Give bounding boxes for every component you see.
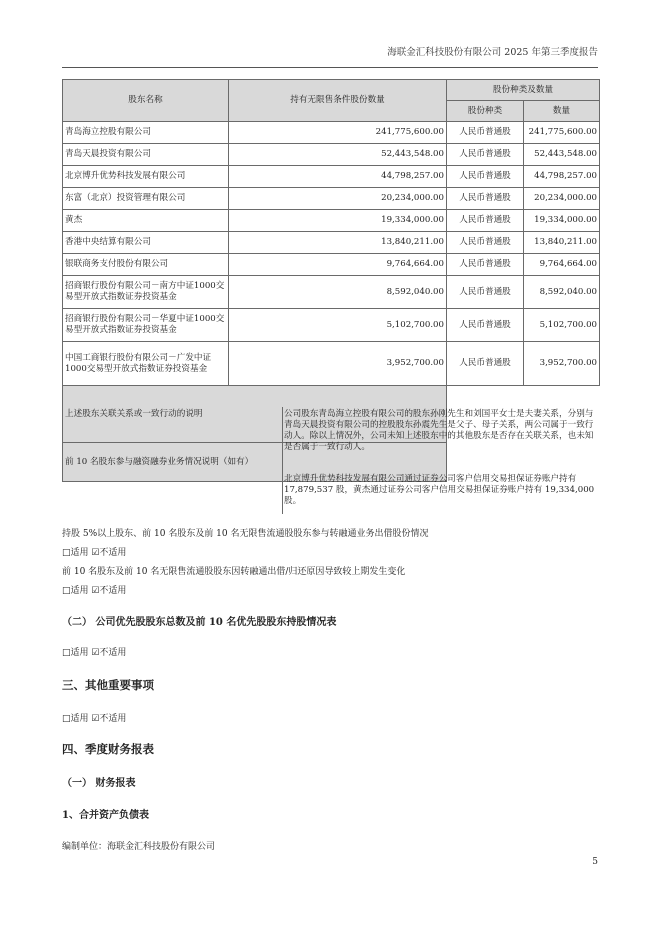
row-qty: 9,764,664.00 bbox=[229, 254, 447, 276]
row-type: 人民币普通股 bbox=[447, 166, 524, 188]
row-qty: 8,592,040.00 bbox=[229, 276, 447, 309]
relation-text-box: 公司股东青岛海立控股有限公司的股东孙刚先生和刘国平女士是夫妻关系，分别与青岛天晨投资有限公司的控股股东孙震先生是父子、母子关系，两公司属于一致行动人。除以上情况外，公司未知上述股东中的其他股东是否存在关联关系，也未知是否属于一致行动人。 bbox=[284, 409, 594, 452]
row-name: 香港中央结算有限公司 bbox=[63, 232, 229, 254]
row-qty: 20,234,000.00 bbox=[229, 188, 447, 210]
row-name: 银联商务支付股份有限公司 bbox=[63, 254, 229, 276]
row-qty: 52,443,548.00 bbox=[229, 144, 447, 166]
col-header-amount: 数量 bbox=[524, 101, 600, 122]
page-header: 海联金汇科技股份有限公司 2025 年第三季度报告 bbox=[62, 44, 598, 68]
row-amount: 9,764,664.00 bbox=[524, 254, 600, 276]
table-row bbox=[63, 309, 600, 342]
section-financial-reports: （一） 财务报表 bbox=[62, 778, 136, 789]
section-financial-statements: 四、季度财务报表 bbox=[62, 742, 154, 756]
row-amount: 44,798,257.00 bbox=[524, 166, 600, 188]
row-type: 人民币普通股 bbox=[447, 342, 524, 386]
row-amount: 19,334,000.00 bbox=[524, 210, 600, 232]
section-other-matters: 三、其他重要事项 bbox=[62, 678, 154, 692]
row-name: 北京博升优势科技发展有限公司 bbox=[63, 166, 229, 188]
applicability-checkbox: □适用 ☑不适用 bbox=[62, 548, 127, 558]
row-name: 招商银行股份有限公司－南方中证1000交易型开放式指数证券投资基金 bbox=[63, 276, 229, 309]
row-type: 人民币普通股 bbox=[447, 188, 524, 210]
row-qty: 3,952,700.00 bbox=[229, 342, 447, 386]
table-row bbox=[63, 254, 600, 276]
row-type: 人民币普通股 bbox=[447, 144, 524, 166]
row-amount: 241,775,600.00 bbox=[524, 122, 600, 144]
paragraph-change: 前 10 名股东及前 10 名无限售流通股股东因转融通出借/归还原因导致较上期发生变化 bbox=[62, 567, 406, 577]
table-row bbox=[63, 342, 600, 386]
compiler-unit: 编制单位：海联金汇科技股份有限公司 bbox=[62, 842, 216, 852]
row-name: 东富（北京）投资管理有限公司 bbox=[63, 188, 229, 210]
applicability-checkbox: □适用 ☑不适用 bbox=[62, 648, 127, 658]
paragraph-lending: 持股 5%以上股东、前 10 名股东及前 10 名无限售流通股股东参与转融通业务出借股份情况 bbox=[62, 529, 429, 539]
row-amount: 5,102,700.00 bbox=[524, 309, 600, 342]
col-header-qty: 持有无限售条件股份数量 bbox=[229, 80, 447, 122]
relation-divider bbox=[282, 407, 283, 514]
row-name: 招商银行股份有限公司－华夏中证1000交易型开放式指数证券投资基金 bbox=[63, 309, 229, 342]
margin-label: 前 10 名股东参与融资融券业务情况说明（如有） bbox=[63, 443, 447, 482]
table-row bbox=[63, 232, 600, 254]
table-row bbox=[63, 144, 600, 166]
col-header-name: 股东名称 bbox=[63, 80, 229, 122]
row-qty: 13,840,211.00 bbox=[229, 232, 447, 254]
row-amount: 8,592,040.00 bbox=[524, 276, 600, 309]
page-number: 5 bbox=[592, 857, 598, 867]
row-name: 青岛海立控股有限公司 bbox=[63, 122, 229, 144]
applicability-checkbox: □适用 ☑不适用 bbox=[62, 586, 127, 596]
row-name: 黄杰 bbox=[63, 210, 229, 232]
row-type: 人民币普通股 bbox=[447, 232, 524, 254]
table-row bbox=[63, 188, 600, 210]
row-name: 青岛天晨投资有限公司 bbox=[63, 144, 229, 166]
col-header-type: 股份种类 bbox=[447, 101, 524, 122]
section-balance-sheet: 1、合并资产负债表 bbox=[62, 810, 149, 821]
row-qty: 5,102,700.00 bbox=[229, 309, 447, 342]
table-row bbox=[63, 276, 600, 309]
row-amount: 52,443,548.00 bbox=[524, 144, 600, 166]
row-type: 人民币普通股 bbox=[447, 309, 524, 342]
row-amount: 3,952,700.00 bbox=[524, 342, 600, 386]
row-name: 中国工商银行股份有限公司－广发中证1000交易型开放式指数证券投资基金 bbox=[63, 342, 229, 386]
row-amount: 20,234,000.00 bbox=[524, 188, 600, 210]
applicability-checkbox: □适用 ☑不适用 bbox=[62, 714, 127, 724]
col-header-group: 股份种类及数量 bbox=[447, 80, 600, 101]
table-row bbox=[63, 210, 600, 232]
table-row bbox=[63, 166, 600, 188]
row-type: 人民币普通股 bbox=[447, 122, 524, 144]
row-qty: 44,798,257.00 bbox=[229, 166, 447, 188]
row-qty: 241,775,600.00 bbox=[229, 122, 447, 144]
row-amount: 13,840,211.00 bbox=[524, 232, 600, 254]
row-type: 人民币普通股 bbox=[447, 210, 524, 232]
row-type: 人民币普通股 bbox=[447, 254, 524, 276]
row-type: 人民币普通股 bbox=[447, 276, 524, 309]
relation-label: 上述股东关联关系或一致行动的说明 bbox=[63, 386, 447, 443]
row-qty: 19,334,000.00 bbox=[229, 210, 447, 232]
margin-text-box: 北京博升优势科技发展有限公司通过证券公司客户信用交易担保证券账户持有 17,879,537 股，黄杰通过证券公司客户信用交易担保证券账户持有 19,334,000 股。 bbox=[284, 474, 595, 506]
table-row bbox=[63, 122, 600, 144]
section-preferred-shares: （二） 公司优先股股东总数及前 10 名优先股股东持股情况表 bbox=[62, 617, 337, 628]
